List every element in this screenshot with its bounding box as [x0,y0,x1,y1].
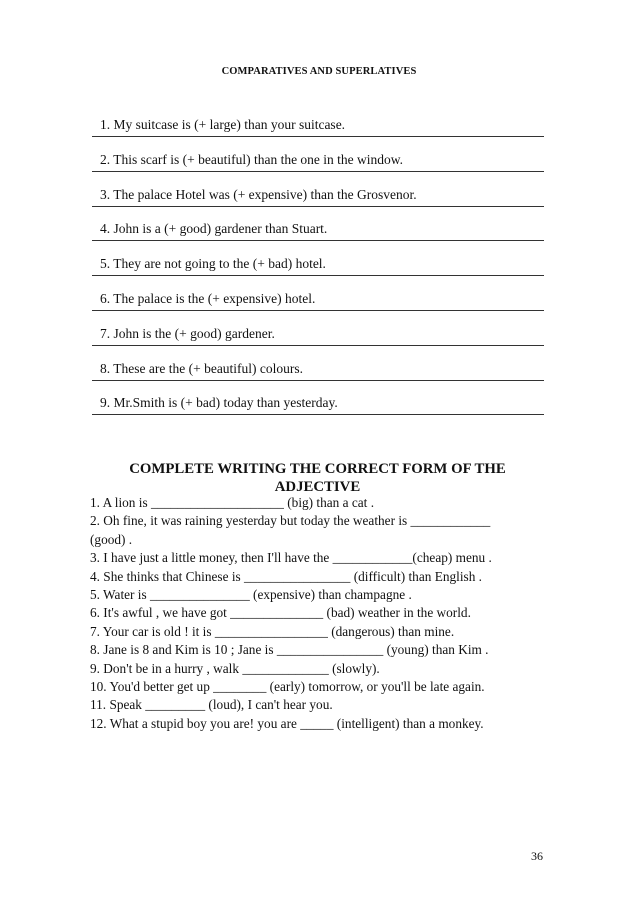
exercise-item [92,356,547,391]
answer-line[interactable] [92,206,544,207]
answer-line[interactable] [92,275,544,276]
exercise-item [92,216,547,251]
exercise-item [92,182,547,217]
question-line: 6. It's awful , we have got ______________ (bad) weather in the world. [90,605,471,621]
exercise-sentence: 9. Mr.Smith is (+ bad) today than yesterday. [100,395,338,411]
question-line: 11. Speak _________ (loud), I can't hear you. [90,697,333,713]
exercise-sentence: 7. John is the (+ good) gardener. [100,325,275,341]
exercise-sentence: 8. These are the (+ beautiful) colours. [100,360,304,376]
exercise-item [92,147,547,182]
exercise-sentence: 4. John is a (+ good) gardener than Stuart. [100,221,328,237]
question-line: (good) . [90,531,133,547]
question-line: 12. What a stupid boy you are! you are _____ (intelligent) than a monkey. [90,715,484,731]
section-title-complete-writing: COMPLETE WRITING THE CORRECT FORM OF THE ADJECTIVE [129,461,506,495]
answer-line[interactable] [92,380,544,381]
question-line: 1. A lion is ____________________ (big) than a cat . [90,495,375,510]
answer-line[interactable] [92,345,544,346]
question-line: 7. Your car is old ! it is _________________ (dangerous) than mine. [90,623,455,639]
answer-line[interactable] [92,414,544,415]
question-line: 9. Don't be in a hurry , walk _____________ (slowly). [90,660,380,676]
exercise-sentence: 2. This scarf is (+ beautiful) than the one in the window. [100,151,404,167]
answer-line[interactable] [92,136,544,137]
answer-line[interactable] [92,310,544,311]
section-title-comparatives: COMPARATIVES AND SUPERLATIVES [221,66,417,77]
exercise-item [92,321,547,356]
answer-line[interactable] [92,240,544,241]
exercise-item [92,251,547,286]
exercise-sentence: 3. The palace Hotel was (+ expensive) than the Grosvenor. [100,186,417,202]
question-line: 8. Jane is 8 and Kim is 10 ; Jane is ________________ (young) than Kim . [90,642,489,658]
question-line: 10. You'd better get up ________ (early) tomorrow, or you'll be late again. [90,679,485,695]
exercise-2-list [90,494,560,733]
exercise-sentence: 1. My suitcase is (+ large) than your suitcase. [100,117,346,132]
page-number: 36 [531,849,543,863]
exercise-sentence: 6. The palace is the (+ expensive) hotel. [100,290,316,306]
exercise-item [92,286,547,321]
question-line: 3. I have just a little money, then I'll have the ____________(cheap) menu . [90,550,492,566]
question-line: 2. Oh fine, it was raining yesterday but today the weather is ____________ [90,513,491,529]
exercise-item [92,112,547,147]
exercise-sentence: 5. They are not going to the (+ bad) hotel. [100,256,326,272]
answer-line[interactable] [92,171,544,172]
question-line: 5. Water is _______________ (expensive) than champagne . [90,587,412,603]
exercise-item [92,390,547,425]
question-line: 4. She thinks that Chinese is ________________ (difficult) than English . [90,568,482,584]
exercise-1-list [92,112,547,425]
